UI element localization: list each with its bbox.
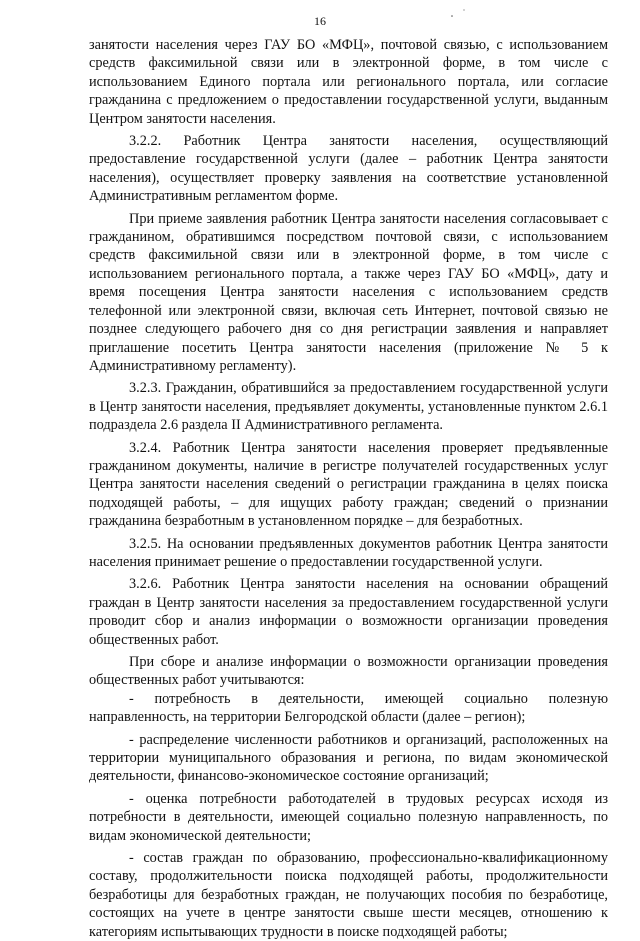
paragraph: При сборе и анализе информации о возможности организации проведения общественных работ учитываются: [89,654,608,689]
page-number: 16 [314,14,326,28]
paragraph: 3.2.5. На основании предъявленных документов работник Центра занятости населения принимает решение о предоставлении государственной услуги. [89,535,608,570]
paragraph: 3.2.4. Работник Центра занятости населения проверяет предъявленные гражданином документы, наличие в регистре получателей государственных услуг Центра занятости населения сведений о регистрации гражданина в целях поиска подходящей работы, – для ищущих работу граждан; сведений о признании гражданина безработным в установленном порядке – для безработных. [89,439,608,530]
list-item: - состав граждан по образованию, профессионально-квалификационному составу, продолжительности поиска подходящей работы, продолжительности безработицы для безработных граждан, не получающих пособия по безработице, состоящих на учете в центре занятости свыше шести месяцев, отношению к категориям испытывающих трудности в поиске подходящей работы; [89,850,608,940]
list-item: - оценка потребности работодателей в трудовых ресурсах исходя из потребности в деятельности, имеющей социально полезную направленность, по видам экономической деятельности; [89,790,608,844]
paragraph: 3.2.3. Гражданин, обратившийся за предоставлением государственной услуги в Центр занятости населения, предъявляет документы, установленные пунктом 2.6.1 подраздела 2.6 раздела II Административного регламента. [89,380,608,434]
document-body [89,36,608,941]
list-item: - потребность в деятельности, имеющей социально полезную направленность, на территории Белгородской области (далее – регион); [89,690,608,726]
paragraph: 3.2.6. Работник Центра занятости населения на основании обращений граждан в Центр занятости населения за предоставлением государственной услуги проводит сбор и анализ информации о возможности организации проведения общественных работ. [89,576,608,648]
list-item: - распределение численности работников и организаций, расположенных на территории муниципального образования и региона, по видам экономической деятельности, финансово-экономическое состояние организаций; [89,731,608,785]
paragraph: 3.2.2. Работник Центра занятости населения, осуществляющий предоставление государственной услуги (далее – работник Центра занятости населения), осуществляет проверку заявления на соответствие установленной Административным регламентом форме. [89,133,608,205]
paragraph: При приеме заявления работник Центра занятости населения согласовывает с гражданином, обратившимся посредством почтовой связи, с использованием средств факсимильной связи или в электронной форме, в том числе с использованием регионального портала, а также через ГАУ БО «МФЦ», дату и время посещения Центра занятости населения с использованием средств телефонной или электронной связи, включая сеть Интернет, почтовой связью не позднее следующего рабочего дня со дня регистрации заявления и направляет приглашение посетить Центра занятости населения (приложение № 5 к Административному регламенту). [89,210,608,374]
paragraph: занятости населения через ГАУ БО «МФЦ», почтовой связью, с использованием средств факсимильной связи или в электронной форме, в том числе с использованием Единого портала или регионального портала, или согласие гражданина с предложением о предоставлении государственной услуги, выданным Центром занятости населения. [89,37,608,127]
